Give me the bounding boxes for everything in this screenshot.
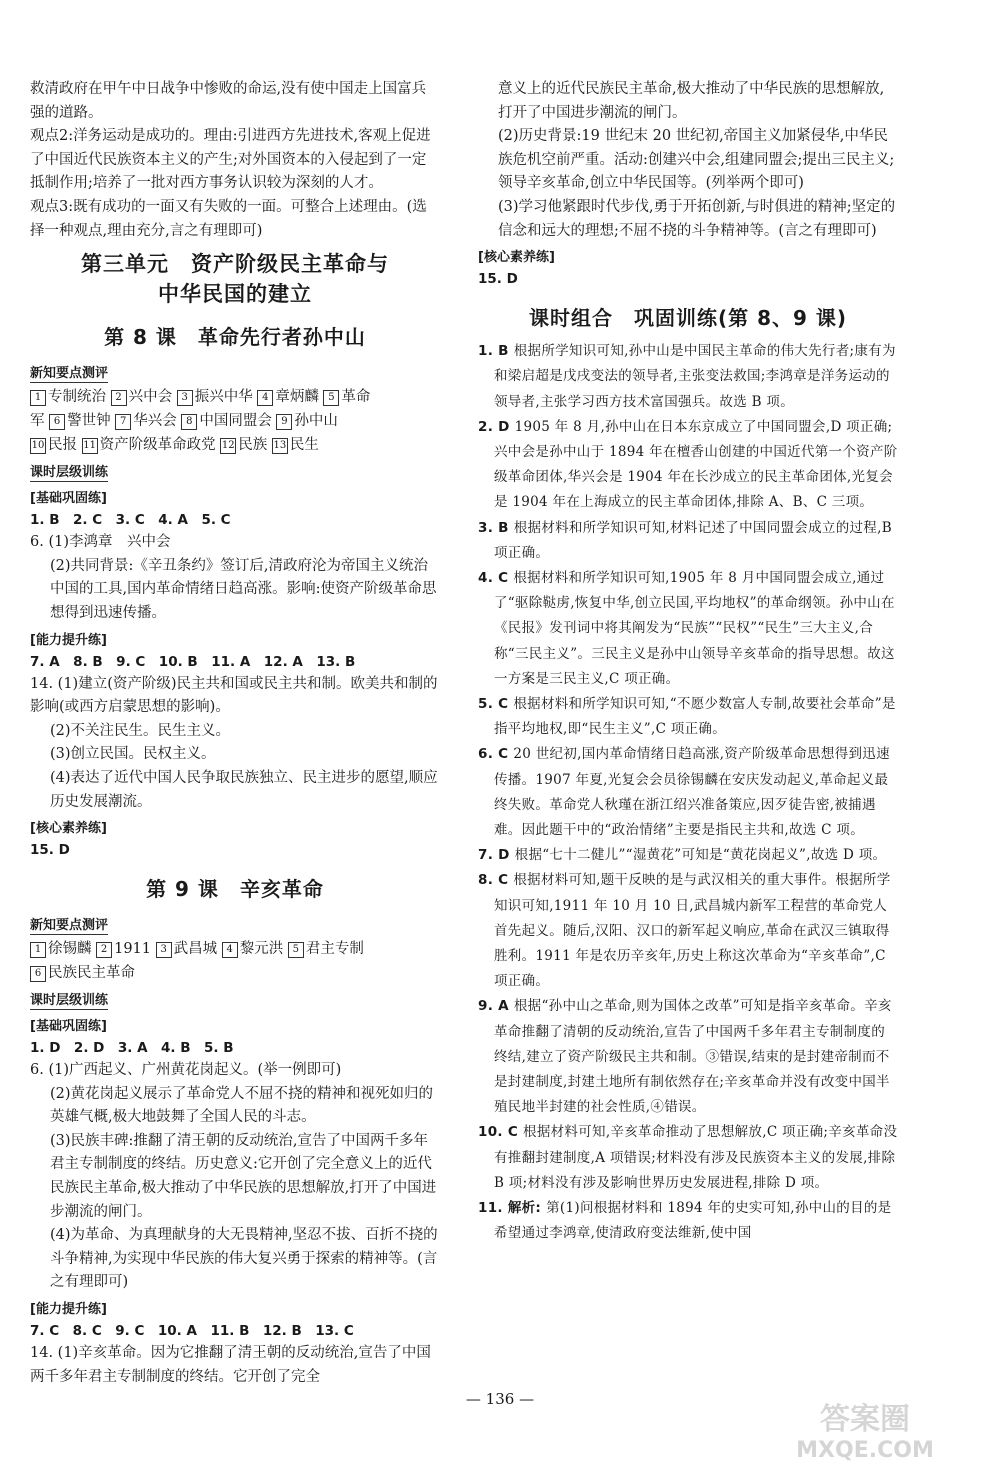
answer-text: (4)为革命、为真理献身的大无畏精神,坚忍不拔、百折不挠的斗争精神,为实现中华民族的伟大复兴勇于探索的精神等。(言之有理即可) xyxy=(50,1227,438,1291)
answer-line: 15. D xyxy=(478,271,518,288)
explanation-item xyxy=(478,742,898,843)
explanation-item xyxy=(478,516,898,566)
watermark-text-top: 答案圈 xyxy=(820,1402,910,1437)
explanation-item xyxy=(478,994,898,1120)
keyword-line: 1 徐锡麟 2 1911 3 武昌城 4 黎元洪 5 君主专制 xyxy=(30,937,440,961)
answer-line: 1. D 2. D 3. A 4. B 5. B xyxy=(30,1040,234,1057)
section-heading: 新知要点测评 xyxy=(30,362,108,383)
answer-line: 7. C 8. C 9. C 10. A 11. B 12. B 13. C xyxy=(30,1323,354,1340)
explanation-item xyxy=(478,868,898,994)
explanation-number: 4. C xyxy=(478,569,514,586)
watermark-logo xyxy=(770,1395,960,1465)
explanation-list xyxy=(478,339,898,1246)
answer-text: 14. (1)建立(资产阶级)民主共和国或民主共和制。欧美共和制的影响(或西方启蒙思想的影响)。 xyxy=(30,675,438,716)
subsection-label: [能力提升练] xyxy=(30,1302,107,1318)
subsection-label: [能力提升练] xyxy=(30,632,107,648)
answer-text: 14. (1)辛亥革命。因为它推翻了清王朝的反动统治,宣告了中国两千多年君主专制制度的终结。它开创了完全 xyxy=(30,1345,431,1385)
answer-text: (3)学习他紧跟时代步伐,勇于开拓创新,与时俱进的精神;坚定的信念和远大的理想;不屈不挠的斗争精神等。(言之有理即可) xyxy=(498,198,896,239)
explanation-text: 根据“孙中山之革命,则为国体之改革”可知是指辛亥革命。辛亥革命推翻了清朝的反动统治,宣告了中国两千多年君主专制制度的终结,建立了资产阶级民主共和制。③错误,结束的是封建帝制而不是封建制度,封建土地所有制依然存在;辛亥革命并没有改变中国半殖民地半封建的社会性质,④错误。 xyxy=(494,998,892,1116)
explanation-text: 20 世纪初,国内革命情绪日趋高涨,资产阶级革命思想得到迅速传播。1907 年夏,光复会会员徐锡麟在安庆发动起义,革命起义最终失败。革命党人秋瑾在浙江绍兴准备策应,因歹徒告密,被捕遇难。因此题干中的“政治情绪”主要是指民主共和,故选 C 项。 xyxy=(494,746,890,839)
answer-text: (2)共同背景:《辛丑条约》签订后,清政府沦为帝国主义统治中国的工具,国内革命情绪日趋高涨。影响:使资产阶级革命思想得到迅速传播。 xyxy=(50,557,437,621)
intro-line: 观点2:洋务运动是成功的。理由:引进西方先进技术,客观上促进了中国近代民族资本主义的产生;对外国资本的入侵起到了一定抵制作用;培养了一批对西方事务认识较为深刻的人才。 xyxy=(30,128,431,192)
intro-line: 救清政府在甲午中日战争中惨败的命运,没有使中国走上国富兵强的道路。 xyxy=(30,81,427,121)
explanation-item xyxy=(478,1120,898,1196)
explanation-number: 11. 解析: xyxy=(478,1200,547,1217)
explanation-text: 根据所学知识可知,孙中山是中国民主革命的伟大先行者;康有为和梁启超是戊戌变法的领导者,主张变法救国;李鸿章是洋务运动的领导者,主张学习西方技术富国强兵。故选 B 项。 xyxy=(494,343,896,410)
answer-text: (4)表达了近代中国人民争取民族独立、民主进步的愿望,顺应历史发展潮流。 xyxy=(50,769,438,810)
explanation-text: 根据材料和所学知识可知,材料记述了中国同盟会成立的过程,B 项正确。 xyxy=(494,519,892,561)
subsection-label: [核心素养练] xyxy=(478,250,555,266)
page-number: — 136 — xyxy=(465,1390,535,1408)
unit-title: 第三单元 资产阶级民主革命与 中华民国的建立 xyxy=(81,252,389,307)
explanation-number: 6. C xyxy=(478,746,514,763)
answer-text: (2)黄花岗起义展示了革命党人不屈不挠的精神和视死如归的英雄气概,极大地鼓舞了全国人民的斗志。 xyxy=(50,1085,434,1126)
answer-text: (3)民族丰碑:推翻了清王朝的反动统治,宣告了中国两千多年君主专制制度的终结。历史意义:它开创了完全意义上的近代民族民主革命,极大推动了中华民族的思想解放,打开了中国进步潮流的闸门。 xyxy=(50,1132,437,1220)
explanation-number: 2. D xyxy=(478,418,515,435)
keyword-line: 10 民报 11 资产阶级革命政党 12 民族 13 民生 xyxy=(31,437,319,454)
intro-line: 观点3:既有成功的一面又有失败的一面。可整合上述理由。(选择一种观点,理由充分,言之有理即可) xyxy=(30,198,427,239)
explanation-text: 根据材料和所学知识可知,1905 年 8 月中国同盟会成立,通过了“驱除鞑虏,恢复中华,创立民国,平均地权”的革命纲领。孙中山在《民报》发刊词中将其阐发为“民族”“民权”“民生”三大主义,合称“三民主义”。三民主义是孙中山领导辛亥革命的指导思想。故这一方案是三民主义,C 项正确。 xyxy=(494,569,895,687)
answer-line: 7. A 8. B 9. C 10. B 11. A 12. A 13. B xyxy=(30,653,356,670)
explanation-number: 3. B xyxy=(478,519,514,536)
keyword-line: 1 专制统治 2 兴中会 3 振兴中华 4 章炳麟 5 革命 xyxy=(30,385,440,409)
subsection-label: [基础巩固练] xyxy=(30,491,107,507)
answer-text: 意义上的近代民族民主革命,极大推动了中华民族的思想解放,打开了中国进步潮流的闸门。 xyxy=(498,81,885,121)
answer-text: (3)创立民国。民权主义。 xyxy=(50,746,216,763)
keyword-line: 6 民族民主革命 xyxy=(30,961,440,985)
explanation-text: 根据材料和所学知识可知,“不愿少数富人专制,故要社会革命”是指平均地权,即“民生主义”,C 项正确。 xyxy=(494,696,896,738)
explanation-number: 10. C xyxy=(478,1124,524,1141)
explanation-text: 根据“七十二健儿”“湿黄花”可知是“黄花岗起义”,故选 D 项。 xyxy=(514,847,887,864)
explanation-item xyxy=(478,566,898,692)
combo-title: 课时组合 巩固训练(第 8、9 课) xyxy=(528,306,848,331)
explanation-number: 8. C xyxy=(478,872,514,889)
explanation-number: 1. B xyxy=(478,343,514,360)
keyword-line: 军 6 警世钟 7 华兴会 8 中国同盟会 9 孙中山 xyxy=(30,413,338,430)
left-column xyxy=(30,78,440,1389)
watermark-text-bottom: MXQE.COM xyxy=(796,1438,934,1463)
explanation-item xyxy=(478,339,898,415)
answer-text: (2)不关注民生。民生主义。 xyxy=(50,722,231,739)
answer-line: 1. B 2. C 3. C 4. A 5. C xyxy=(30,512,231,529)
section-heading: 课时层级训练 xyxy=(30,461,108,482)
explanation-text: 1905 年 8 月,孙中山在日本东京成立了中国同盟会,D 项正确;兴中会是孙中山于 1894 年在檀香山创建的中国近代第一个资产阶级革命团体,华兴会是 1904 年在长沙成立的民主革命团体,光复会是 1904 年在上海成立的民主革命团体,排除 A、B、C 三项。 xyxy=(494,418,898,511)
section-heading: 新知要点测评 xyxy=(30,914,108,935)
answer-text: (2)历史背景:19 世纪末 20 世纪初,帝国主义加紧侵华,中华民族危机空前严重。活动:创建兴中会,组建同盟会;提出三民主义;领导辛亥革命,创立中华民国等。(列举两个即可) xyxy=(498,128,895,192)
explanation-number: 5. C xyxy=(478,696,514,712)
explanation-item xyxy=(478,415,898,516)
explanation-number: 9. A xyxy=(478,998,514,1015)
answer-line: 15. D xyxy=(30,842,70,859)
explanation-text: 第(1)问根据材料和 1894 年的史实可知,孙中山的目的是希望通过李鸿章,使清政府变法维新,使中国 xyxy=(494,1200,892,1242)
explanation-item xyxy=(478,1196,898,1246)
subsection-label: [核心素养练] xyxy=(30,821,107,837)
explanation-number: 7. D xyxy=(478,847,515,864)
subsection-label: [基础巩固练] xyxy=(30,1019,107,1035)
lesson9-title: 第 9 课 辛亥革命 xyxy=(146,877,324,902)
lesson8-title: 第 8 课 革命先行者孙中山 xyxy=(104,325,366,350)
answer-text: 6. (1)广西起义、广州黄花岗起义。(举一例即可) xyxy=(30,1062,342,1079)
right-column xyxy=(478,78,898,1246)
explanation-text: 根据材料可知,辛亥革命推动了思想解放,C 项正确;辛亥革命没有推翻封建制度,A 项错误;材料没有涉及民族资本主义的发展,排除 B 项;材料没有涉及影响世界历史发展进程,排除 D 项。 xyxy=(494,1124,898,1191)
explanation-item xyxy=(478,843,898,868)
explanation-text: 根据材料可知,题干反映的是与武汉相关的重大事件。根据所学知识可知,1911 年 10 月 10 日,武昌城内新军工程营的革命党人首先起义。随后,汉阳、汉口的新军起义响应,革命在武汉三镇取得胜利。1911 年是农历辛亥年,历史上称这次革命为“辛亥革命”,C 项正确。 xyxy=(494,872,891,990)
section-heading: 课时层级训练 xyxy=(30,989,108,1010)
answer-text: 6. (1)李鸿章 兴中会 xyxy=(30,534,171,551)
explanation-item xyxy=(478,692,898,742)
